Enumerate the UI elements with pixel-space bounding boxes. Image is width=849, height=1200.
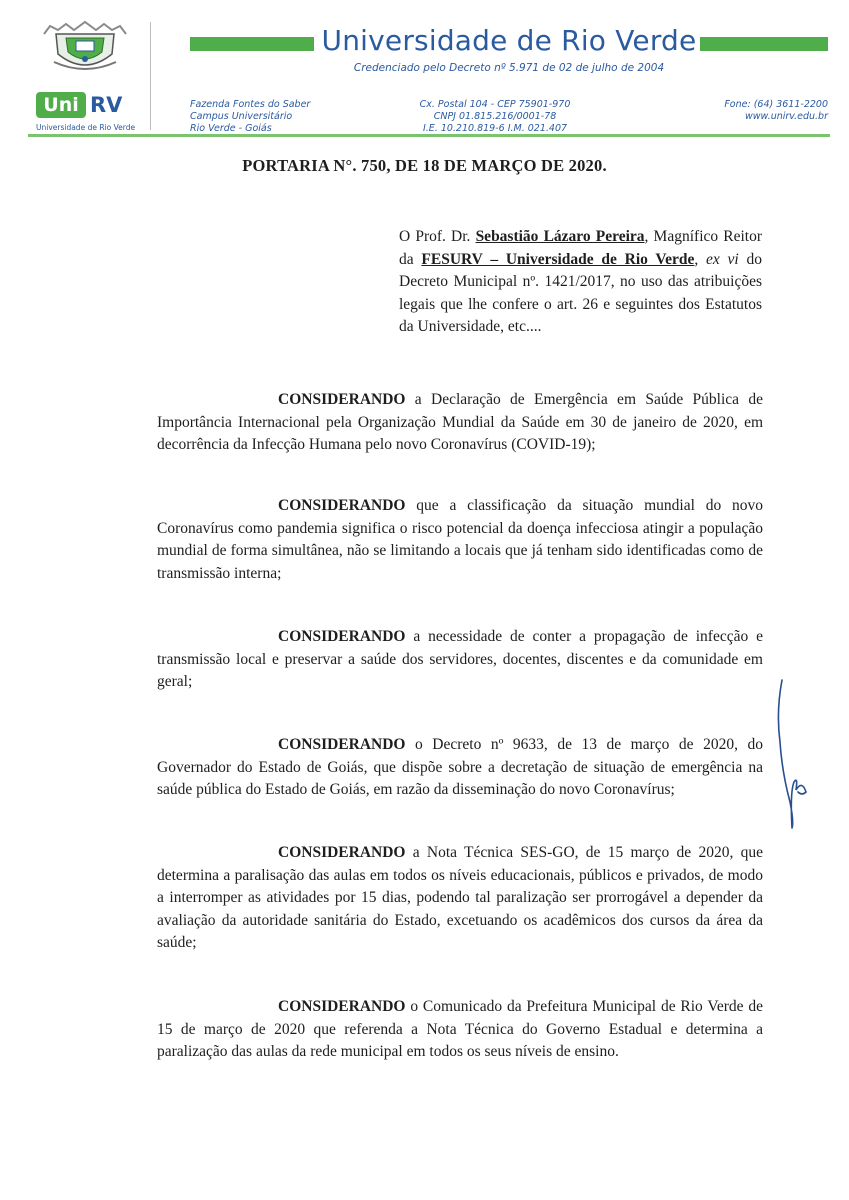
considerando-lead: CONSIDERANDO [278, 998, 406, 1015]
considerando-paragraph [157, 734, 763, 802]
university-crest-icon [36, 14, 134, 78]
intro-text: , Magnífico Reitor da [399, 228, 763, 268]
considerando-paragraph [157, 626, 763, 694]
considerando-text: o Decreto nº 9633, de 13 de março de 2020, do Governador do Estado de Goiás, que dispõe sobre a decretação de situação de emergência na saúde pública do Estado de Goiás, em razão da disseminação do novo Coronavírus; [157, 736, 763, 798]
title-bar-left [190, 37, 314, 51]
website-line: www.unirv.edu.br [744, 111, 828, 122]
institution-name: FESURV – Universidade de Rio Verde [421, 250, 695, 268]
address-block [190, 99, 310, 135]
handwritten-initials [772, 672, 812, 832]
intro-text: do Decreto Municipal nº. 1421/2017, no uso das atribuições legais que lhe confere o art. 26 e seguintes dos Estatutos da Universidade, etc.... [399, 250, 762, 335]
logo-uni-text: Uni [36, 92, 86, 118]
considerando-text: que a classificação da situação mundial do novo Coronavírus como pandemia significa o risco potencial da doença infecciosa atingir a população mundial de forma simultânea, não se limitando a locais que já tenham sido identificadas como de transmissão interna; [157, 497, 763, 582]
registry-block [400, 99, 590, 135]
considerando-text: a necessidade de conter a propagação de infecção e transmissão local e preservar a saúde dos servidores, docentes, discentes e da comunidade em geral; [157, 628, 763, 690]
letterhead [0, 0, 849, 140]
contact-block [724, 99, 828, 123]
registry-line: CNPJ 01.815.216/0001-78 [433, 111, 557, 122]
considerando-text: o Comunicado da Prefeitura Municipal de Rio Verde de 15 de março de 2020 que referenda a Nota Técnica do Governo Estadual e determina a paralização das aulas da rede municipal em todos os seus níveis de ensino. [157, 998, 763, 1060]
considerando-lead: CONSIDERANDO [278, 391, 406, 408]
ex-vi-term: ex vi [706, 250, 739, 268]
considerando-text: a Nota Técnica SES-GO, de 15 março de 2020, que determina a paralisação das aulas em todos os níveis educacionais, públicos e privados, de modo a interromper as atividades por 15 dias, podendo tal paralização ser prorrogável a depender da avaliação da autoridade sanitária do Estado, excetuando os acadêmicos dos cursos da área da saúde; [157, 844, 763, 951]
address-line: Campus Universitário [190, 111, 293, 122]
considerando-paragraph [157, 389, 763, 457]
letterhead-rule [28, 134, 830, 137]
logo-rv-text: RV [90, 93, 123, 117]
considerando-lead: CONSIDERANDO [278, 628, 406, 645]
registry-line: I.E. 10.210.819-6 I.M. 021.407 [422, 123, 568, 134]
university-name: Universidade de Rio Verde [321, 24, 697, 57]
intro-text: , [694, 250, 707, 268]
considerando-text: a Declaração de Emergência em Saúde Pública de Importância Internacional pela Organização Mundial da Saúde em 30 de janeiro de 2020, em decorrência da Infecção Humana pelo novo Coronavírus (COVID-19); [157, 391, 763, 453]
address-line: Fazenda Fontes do Saber [190, 99, 311, 110]
logo-caption: Universidade de Rio Verde [36, 123, 136, 132]
accreditation-line: Credenciado pelo Decreto nº 5.971 de 02 de julho de 2004 [353, 62, 665, 74]
considerando-lead: CONSIDERANDO [278, 844, 406, 861]
considerando-lead: CONSIDERANDO [278, 736, 406, 753]
phone-line: Fone: (64) 3611-2200 [724, 99, 828, 110]
considerando-paragraph [157, 842, 763, 955]
address-line: Rio Verde - Goiás [190, 123, 272, 134]
title-bar-right [700, 37, 828, 51]
rector-name: Sebastião Lázaro Pereira [475, 228, 645, 245]
document-title: PORTARIA N°. 750, DE 18 DE MARÇO DE 2020. [242, 156, 607, 175]
considerando-paragraph [157, 996, 763, 1064]
intro-paragraph [399, 226, 762, 339]
unirv-logo [36, 92, 136, 122]
registry-line: Cx. Postal 104 - CEP 75901-970 [419, 99, 571, 110]
vertical-divider [150, 22, 151, 130]
considerando-lead: CONSIDERANDO [278, 497, 406, 514]
considerando-paragraph [157, 495, 763, 585]
intro-text: O Prof. Dr. [399, 228, 476, 245]
